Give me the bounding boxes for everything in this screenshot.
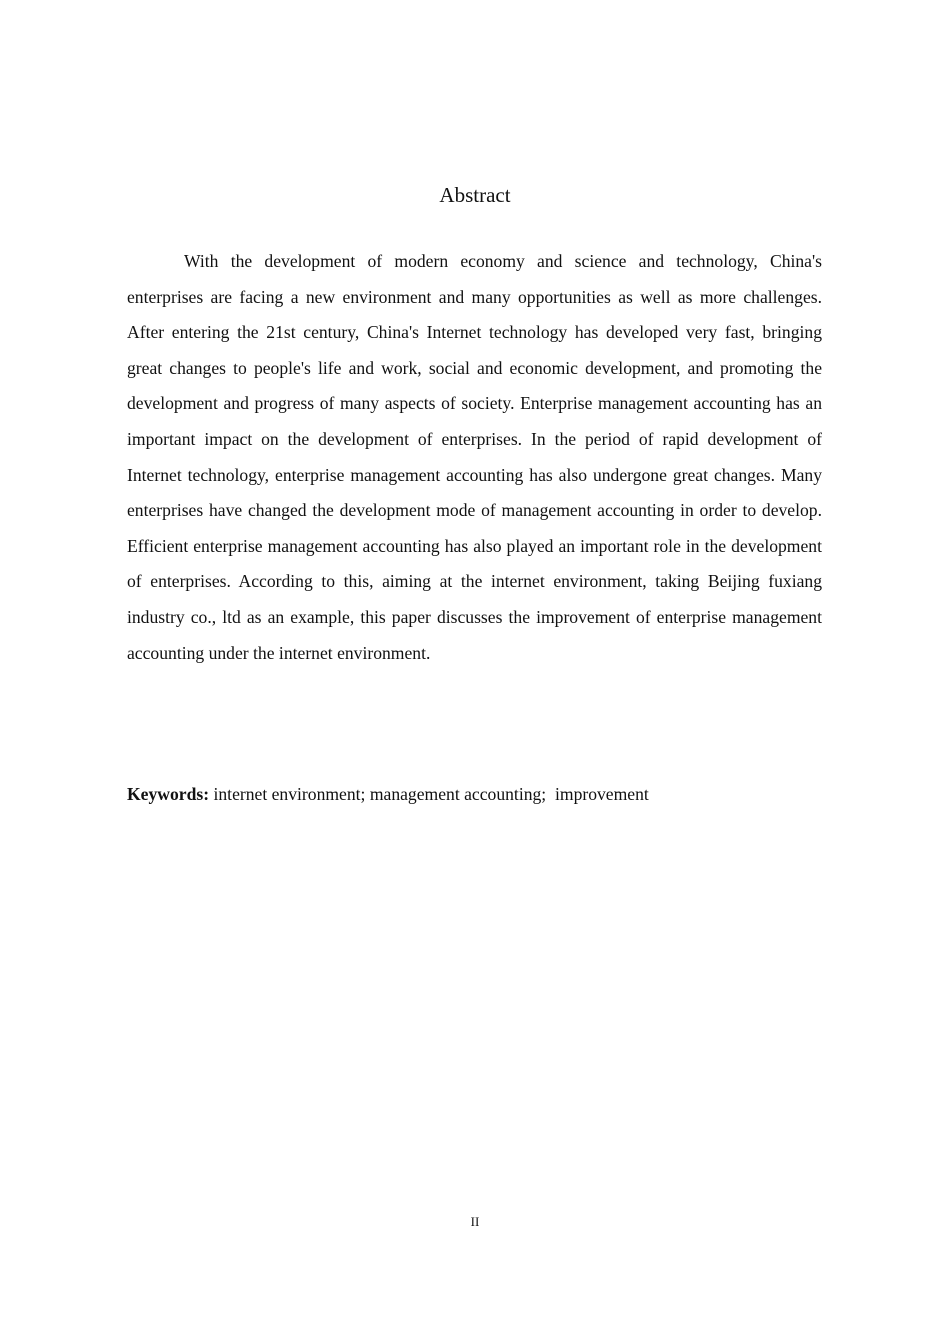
keywords-label: Keywords:: [127, 784, 210, 804]
keywords-text: internet environment; management accounting; improvement: [209, 784, 649, 804]
page-title: Abstract: [439, 183, 511, 207]
abstract-paragraph: With the development of modern economy and science and technology, China's enterprises are facing a new environment and many opportunities as well as more challenges. After entering the 21st century, China's Internet technology has developed very fast, bringing great changes to people's life and work, social and economic development, and promoting the development and progress of many aspects of society. Enterprise management accounting has an important impact on the development of enterprises. In the period of rapid development of Internet technology, enterprise management accounting has also undergone great changes. Many enterprises have changed the development mode of management accounting in order to develop. Efficient enterprise management accounting has also played an important role in the development of enterprises. According to this, aiming at the internet environment, taking Beijing fuxiang industry co., ltd as an example, this paper discusses the improvement of enterprise management accounting under the internet environment.: [127, 251, 822, 663]
keywords-line: [127, 777, 822, 813]
page-number: II: [470, 1214, 480, 1229]
